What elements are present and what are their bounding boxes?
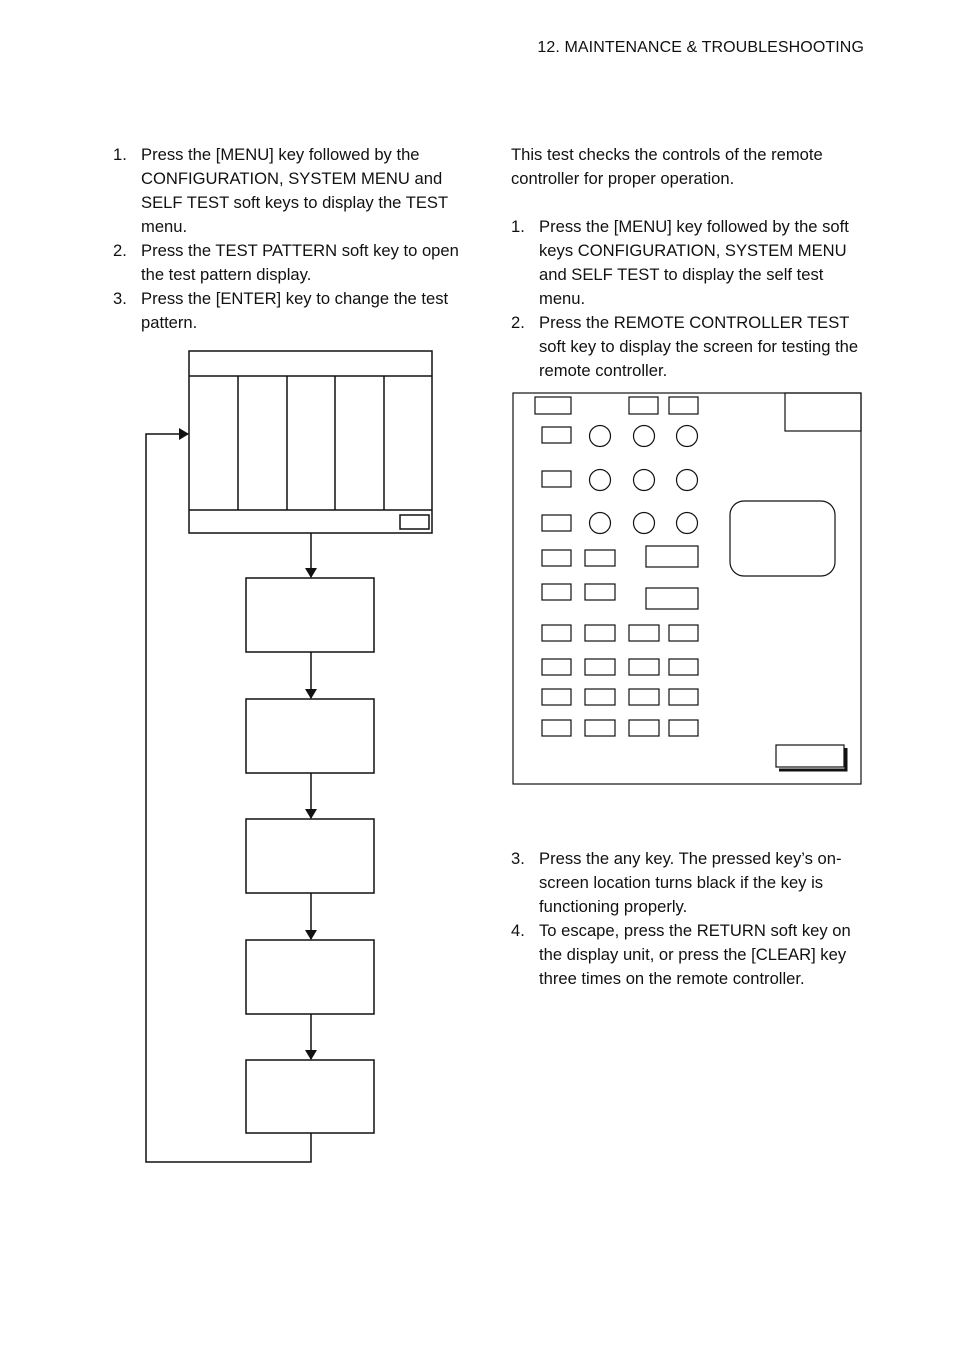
list-item: 2. Press the REMOTE CONTROLLER TEST soft key to display the screen for testing the remote controller. [511,313,859,380]
return-soft-key [776,745,846,770]
list-item: 1. Press the [MENU] key followed by the soft keys CONFIGURATION, SYSTEM MENU and SELF TEST to display the self test menu. [511,217,849,308]
list-item: 3. Press the any key. The pressed key’s on-screen location turns black if the key is functioning properly. [511,849,842,916]
list-item: 3. Press the [ENTER] key to change the test pattern. [113,289,449,332]
list-item: 1. Press the [MENU] key followed by the CONFIGURATION, SYSTEM MENU and SELF TEST soft keys to display the TEST menu. [113,145,448,236]
section-header: 12. MAINTENANCE & TROUBLESHOOTING [537,39,864,56]
remote-key-layout [535,397,698,736]
list-item: 4. To escape, press the RETURN soft key on the display unit, or press the [CLEAR] key three times on the remote controller. [511,921,851,988]
status-box [785,393,861,431]
trackball-area [730,501,835,576]
list-item: 2. Press the TEST PATTERN soft key to open the test pattern display. [113,241,459,284]
remote-test-intro: This test checks the controls of the remote controller for proper operation. [511,145,823,188]
